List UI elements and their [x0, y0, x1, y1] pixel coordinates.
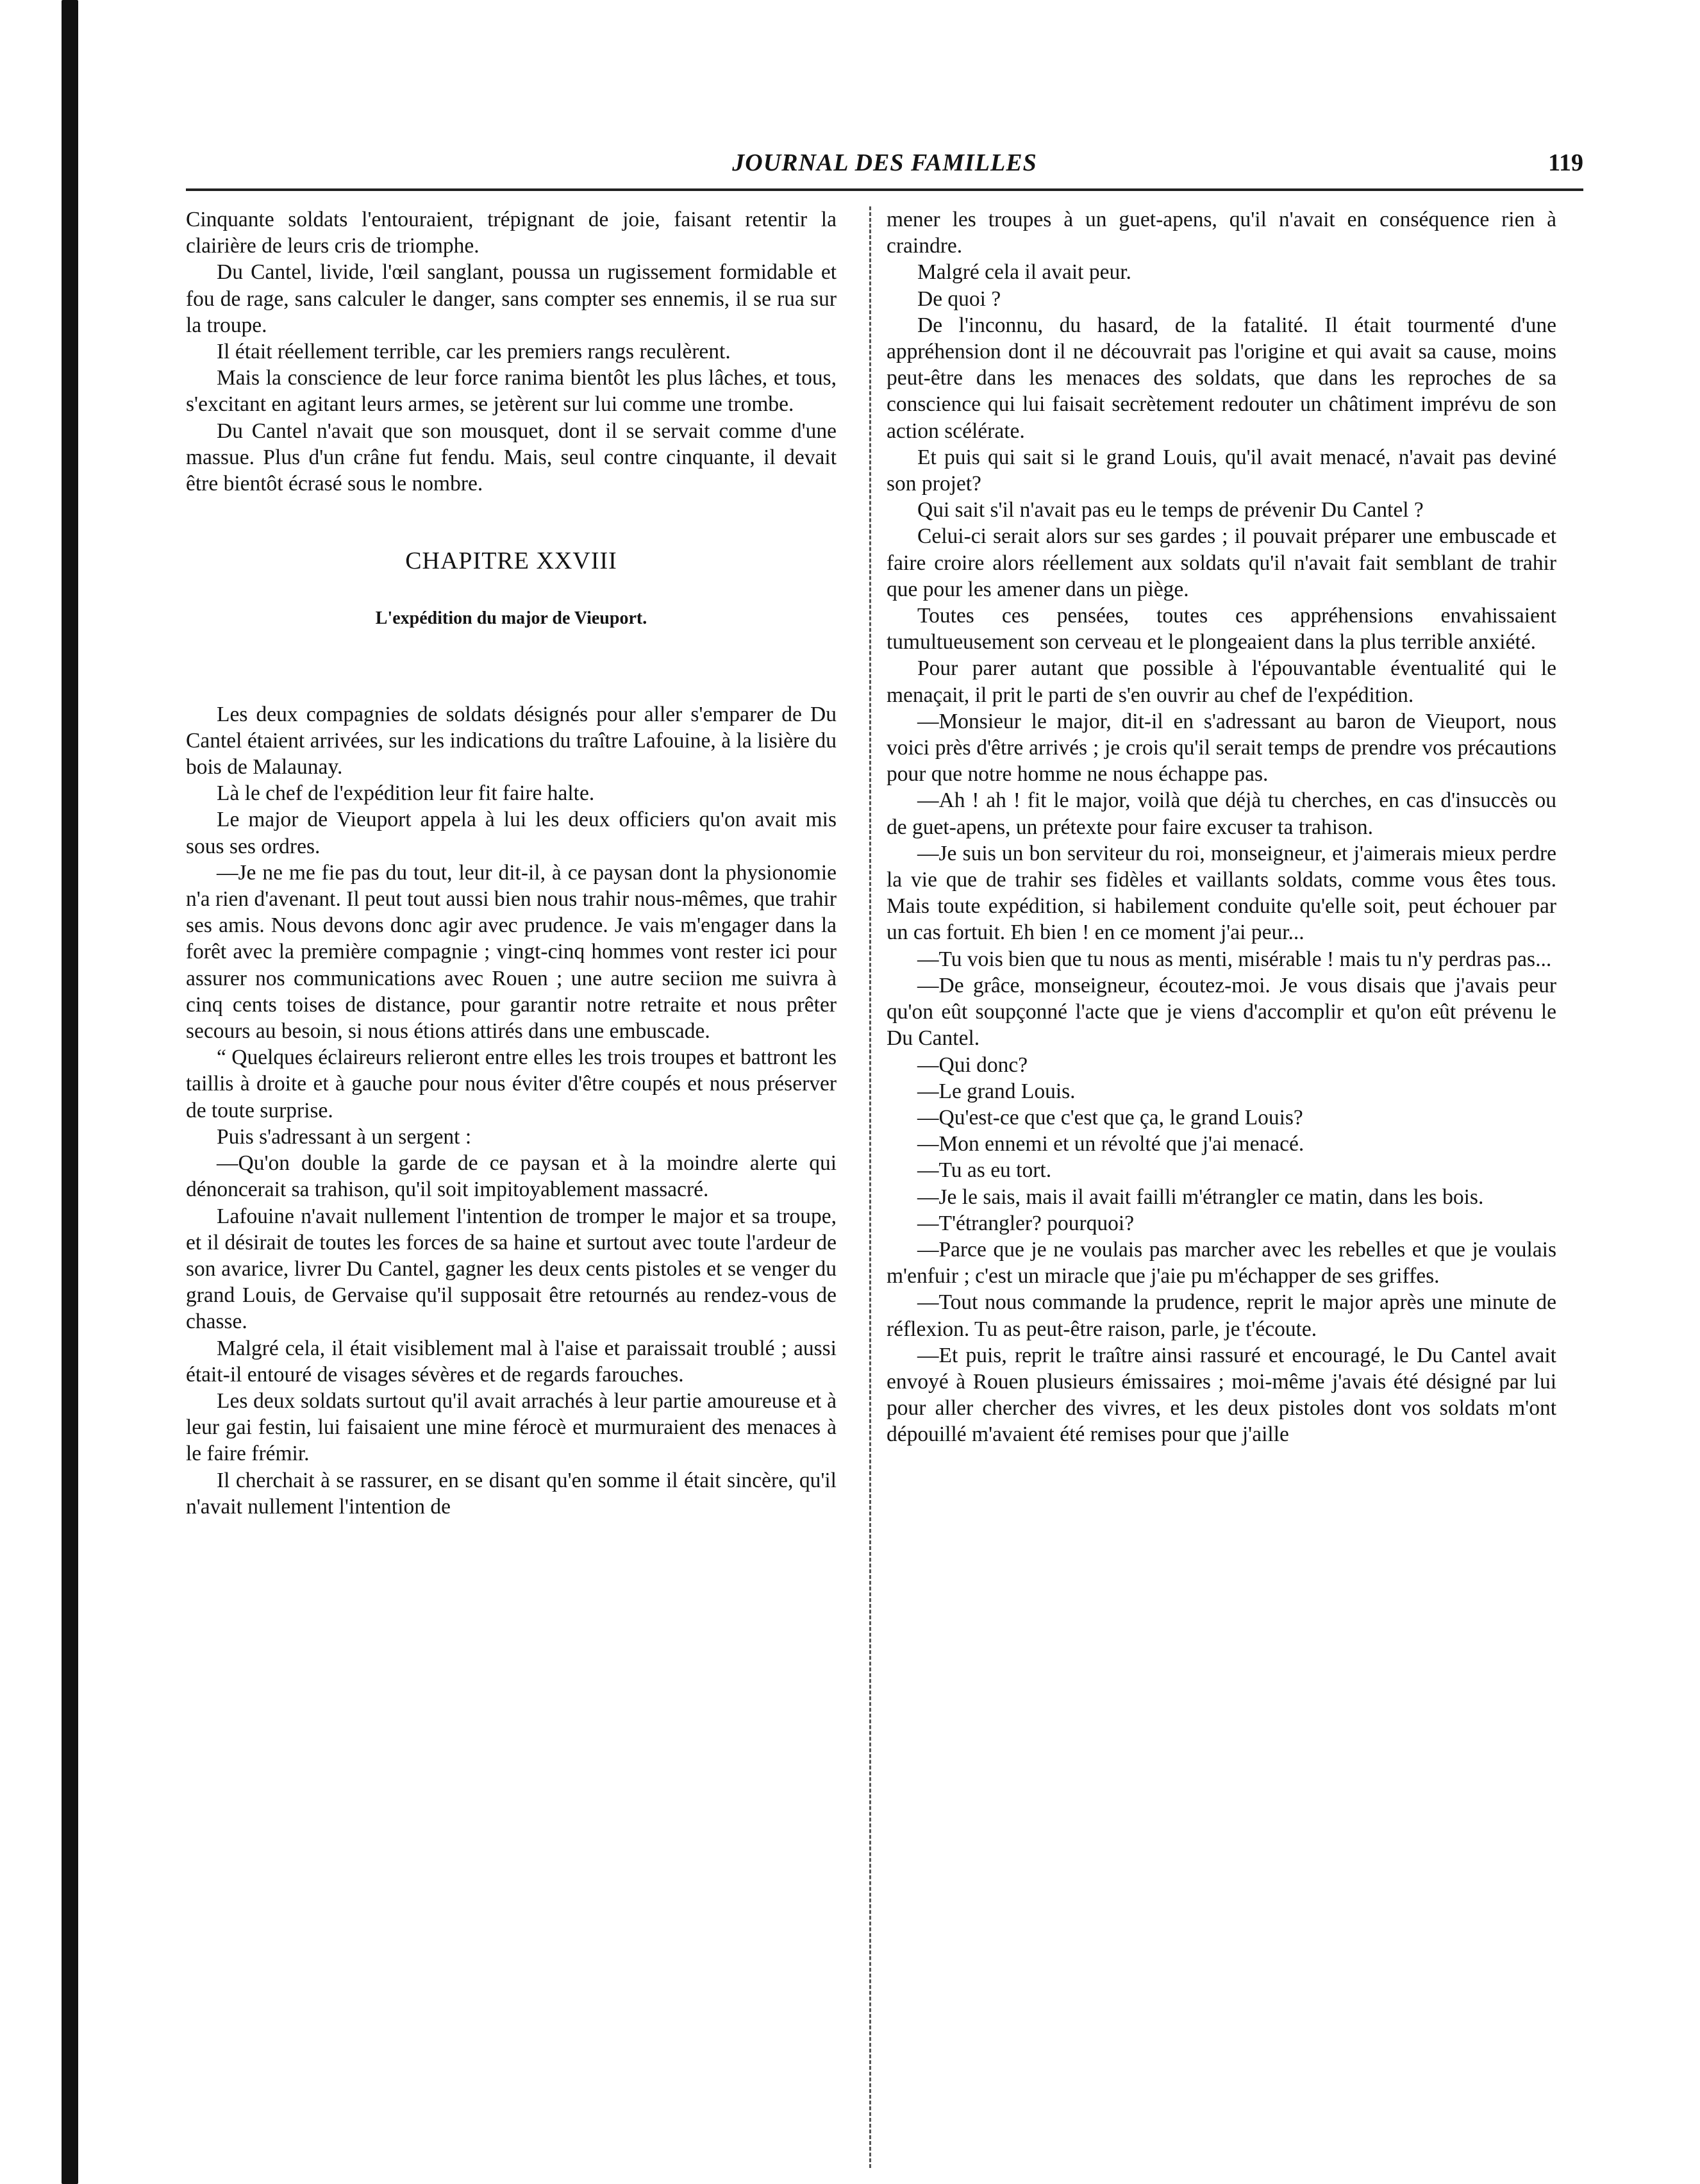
paragraph: —T'étrangler? pourquoi?: [917, 1211, 1135, 1235]
paragraph: Là le chef de l'expédition leur fit faire halte.: [217, 781, 595, 806]
paragraph: Le major de Vieuport appela à lui les deux officiers qu'on avait mis sous ses ordres.: [186, 808, 837, 858]
page-header: [186, 149, 1583, 191]
paragraph: Il était réellement terrible, car les premiers rangs reculèrent.: [217, 340, 731, 364]
chapter-subtitle: L'expédition du major de Vieuport.: [375, 608, 647, 629]
paragraph: Cinquante soldats l'entouraient, trépignant de joie, faisant retentir la clairière de leurs cris de triomphe.: [186, 208, 837, 258]
paragraph: —Ah ! ah ! fit le major, voilà que déjà tu cherches, en cas d'insuccès ou de guet-apens, un prétexte pour faire excuser ta trahison.: [887, 788, 1556, 839]
paragraph: “ Quelques éclaireurs relieront entre elles les trois troupes et battront les taillis à droite et à gauche pour nous éviter d'être coupés et nous préserver de toute surprise.: [186, 1046, 837, 1122]
paragraph: —Qu'on double la garde de ce paysan et à la moindre alerte qui dénoncerait sa trahison, qu'il soit impitoyablement massacré.: [186, 1151, 837, 1202]
paragraph: —Le grand Louis.: [917, 1079, 1076, 1103]
paragraph: —Parce que je ne voulais pas marcher avec les rebelles et que je voulais m'enfuir ; c'est un miracle que j'aie pu m'échapper de ses griffes.: [887, 1237, 1556, 1288]
right-column: [887, 206, 1556, 1448]
paragraph: Puis s'adressant à un sergent :: [217, 1124, 472, 1149]
paragraph: Il cherchait à se rassurer, en se disant qu'en somme il était sincère, qu'il n'avait nullement l'intention de: [186, 1468, 837, 1519]
paragraph: —Je suis un bon serviteur du roi, monseigneur, et j'aimerais mieux perdre la vie que de trahir ses fidèles et vaillants soldats, comme vous êtes tous. Mais toute expédition, si habilement conduite qu'elle soit, peut échouer par un cas fortuit. Eh bien ! en ce moment j'ai peur...: [887, 841, 1556, 945]
paragraph: De l'inconnu, du hasard, de la fatalité. Il était tourmenté d'une appréhension dont il ne découvrait pas l'origine et qui avait sa cause, moins peut-être dans les menaces des soldats, que dans les reproches de sa conscience qui lui faisait secrètement redouter un châtiment imprévu de son action scélérate.: [887, 313, 1556, 443]
paragraph: —De grâce, monseigneur, écoutez-moi. Je vous disais que j'avais peur qu'on eût soupçonné l'acte que je viens d'accomplir et qu'on eût prévenu le Du Cantel.: [887, 973, 1556, 1051]
paragraph: Du Cantel, livide, l'œil sanglant, poussa un rugissement formidable et fou de rage, sans calculer le danger, sans compter ses ennemis, il se rua sur la troupe.: [186, 260, 837, 337]
page-number: 119: [1548, 149, 1583, 176]
paragraph: —Je ne me fie pas du tout, leur dit-il, à ce paysan dont la physionomie n'a rien d'avenant. Il peut tout aussi bien nous trahir nous-mêmes, que trahir ses amis. Nous devons donc agir avec prudence. Je vais m'engager dans la forêt avec la première compagnie ; vingt-cinq hommes vont rester ici pour assurer nos communications avec Rouen ; une autre seciion me suivra à cinq cents toises de distance, pour garantir notre retraite et nous prêter secours au besoin, si nous étions attirés dans une embuscade.: [186, 860, 837, 1044]
paragraph: Pour parer autant que possible à l'épouvantable éventualité qui le menaçait, il prit le parti de s'en ouvrir au chef de l'expédition.: [887, 656, 1556, 707]
paragraph: mener les troupes à un guet-apens, qu'il n'avait en conséquence rien à craindre.: [887, 208, 1556, 258]
left-column: [186, 206, 837, 1520]
paragraph: Mais la conscience de leur force ranima bientôt les plus lâches, et tous, s'excitant en agitant leurs armes, se jetèrent sur lui comme une trombe.: [186, 366, 837, 417]
paragraph: Qui sait s'il n'avait pas eu le temps de prévenir Du Cantel ?: [917, 498, 1424, 522]
paragraph: —Et puis, reprit le traître ainsi rassuré et encouragé, le Du Cantel avait envoyé à Rouen plusieurs émissaires ; moi-même j'avais été désigné par lui pour aller chercher des vivres, et les deux pistoles dont vos soldats m'ont dépouillé m'avaient été remises pour que j'aille: [887, 1343, 1556, 1447]
paragraph: Et puis qui sait si le grand Louis, qu'il avait menacé, n'avait pas deviné son projet?: [887, 445, 1556, 496]
paragraph: Malgré cela il avait peur.: [917, 260, 1131, 285]
paragraph: —Monsieur le major, dit-il en s'adressant au baron de Vieuport, nous voici près d'être arrivés ; je crois qu'il serait temps de prendre vos précautions pour que notre homme ne nous échappe pas.: [887, 709, 1556, 787]
column-divider: [869, 206, 871, 2168]
paragraph: —Tu vois bien que tu nous as menti, misérable ! mais tu n'y perdras pas...: [917, 947, 1552, 971]
paragraph: Les deux soldats surtout qu'il avait arrachés à leur partie amoureuse et à leur gai festin, lui faisaient une mine férocè et murmuraient des menaces à le faire frémir.: [186, 1388, 837, 1466]
chapter-title: CHAPITRE XXVIII: [405, 547, 617, 575]
paragraph: —Tout nous commande la prudence, reprit le major après une minute de réflexion. Tu as peut-être raison, parle, je t'écoute.: [887, 1290, 1556, 1341]
paragraph: —Qu'est-ce que c'est que ça, le grand Louis?: [917, 1105, 1303, 1130]
paragraph: —Mon ennemi et un révolté que j'ai menacé.: [917, 1132, 1304, 1156]
binding-edge: [62, 0, 78, 2184]
paragraph: De quoi ?: [917, 287, 1001, 311]
paragraph: —Je le sais, mais il avait failli m'étrangler ce matin, dans les bois.: [917, 1185, 1484, 1209]
paragraph: Malgré cela, il était visiblement mal à l'aise et paraissait troublé ; aussi était-il entouré de visages sévères et de regards farouches.: [186, 1336, 837, 1387]
paragraph: —Qui donc?: [917, 1053, 1028, 1077]
paragraph: Toutes ces pensées, toutes ces appréhensions envahissaient tumultueusement son cerveau et le plongeaient dans la plus terrible anxiété.: [887, 604, 1556, 654]
paragraph: Les deux compagnies de soldats désignés pour aller s'emparer de Du Cantel étaient arrivées, sur les indications du traître Lafouine, à la lisière du bois de Malaunay.: [186, 702, 837, 779]
paragraph: Celui-ci serait alors sur ses gardes ; il pouvait préparer une embuscade et faire croire alors réellement aux soldats qu'il n'avait fait semblant de trahir que pour les amener dans un piège.: [887, 524, 1556, 601]
paragraph: —Tu as eu tort.: [917, 1158, 1052, 1183]
paragraph: Lafouine n'avait nullement l'intention de tromper le major et sa troupe, et il désirait de toutes les forces de sa haine et surtout avec toute l'ardeur de son avarice, livrer Du Cantel, gagner les deux cents pistoles et se venger du grand Louis, de Gervaise qu'il supposait être retournés au rendez-vous de chasse.: [186, 1204, 837, 1334]
running-title: JOURNAL DES FAMILLES: [732, 149, 1037, 176]
paragraph: Du Cantel n'avait que son mousquet, dont il se servait comme d'une massue. Plus d'un crâne fut fendu. Mais, seul contre cinquante, il devait être bientôt écrasé sous le nombre.: [186, 419, 837, 496]
